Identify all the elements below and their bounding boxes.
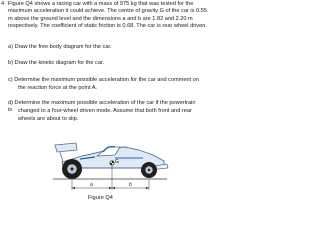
part-b: b) Draw the kinetic diagram for the car. [8,60,105,66]
part-c-line-1: c) Determine the maximum possible acceleration for the car and comment on [8,77,199,83]
question-intro [8,1,207,31]
figure-caption: Figure Q4 [88,195,113,201]
racing-car-illustration [45,128,175,192]
label-a-point: A [65,171,69,177]
centre-of-gravity-marker [110,161,114,165]
part-d-line-2: changed to a four-wheel driven mode. Assume that both front and rear [18,108,192,114]
question-number: 4 [1,1,5,7]
label-b-point: B [153,171,157,177]
label-g: G [115,159,119,165]
part-c-line-2: the reaction force at the point A. [18,85,97,91]
label-b: b [129,182,132,188]
intro-line: respectively. The coefficient of static friction is 0.68. The car is rear wheel driven. [8,23,207,30]
part-a: a) Draw the free body diagram for the car. [8,44,112,50]
intro-line: m above the ground level and the dimensions a and b are 1.82 and 2.20 m [8,15,193,22]
racing-car-figure [45,128,175,192]
part-d-line-3: wheels are about to slip. [18,116,79,122]
part-d-line-1: d) Determine the maximum possible acceleration of the car if the powertrain is [8,100,196,114]
intro-line: maximum acceleration it could achieve. The centre of gravity G of the car is 0.55 [8,8,207,15]
intro-line: Figure Q4 shows a racing car with a mass of 975 kg that was tested for the [8,1,194,7]
label-a: a [90,182,93,188]
